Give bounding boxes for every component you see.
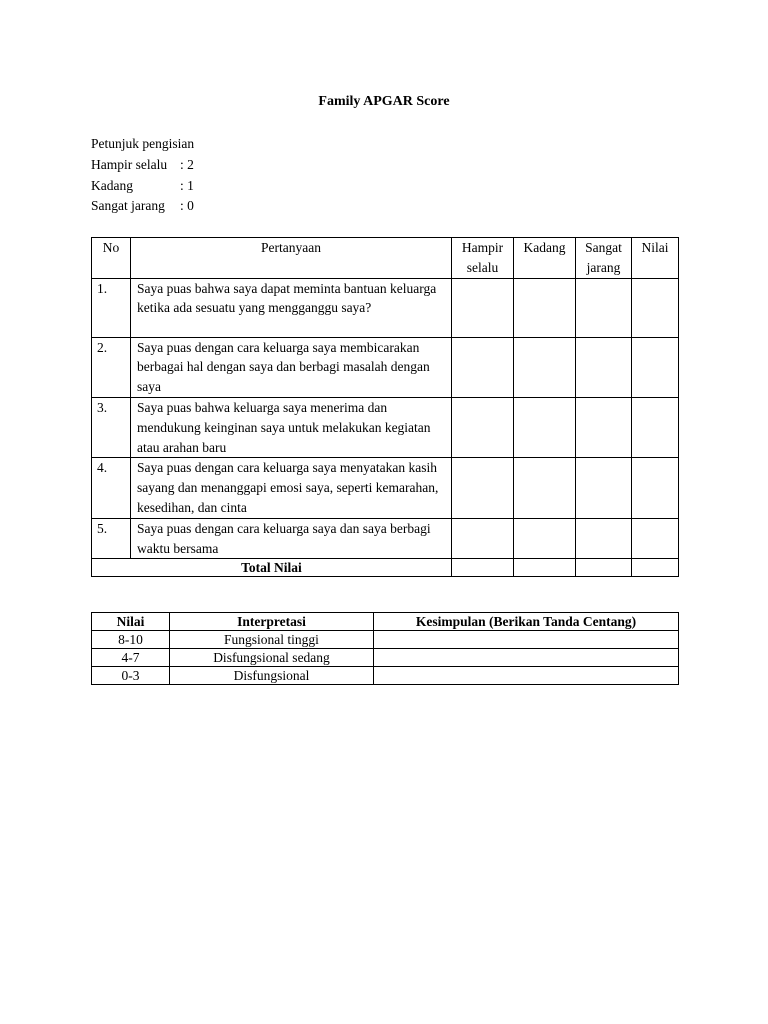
- score-range: 4-7: [92, 649, 170, 667]
- instruction-item: [91, 176, 194, 197]
- total-label: Total Nilai: [92, 559, 452, 577]
- column-header-no: No: [92, 238, 131, 279]
- instruction-item: [91, 155, 194, 176]
- total-cell-rarely[interactable]: [576, 559, 632, 577]
- answer-cell-sometimes[interactable]: [514, 458, 576, 518]
- answer-cell-almost-always[interactable]: [452, 337, 514, 397]
- answer-cell-sometimes[interactable]: [514, 278, 576, 337]
- total-row: [92, 559, 679, 577]
- answer-cell-rarely[interactable]: [576, 337, 632, 397]
- score-cell[interactable]: [632, 337, 679, 397]
- apgar-questionnaire-table: [91, 237, 679, 577]
- question-text: Saya puas bahwa saya dapat meminta bantuan keluarga ketika ada sesuatu yang mengganggu saya?: [131, 278, 452, 337]
- interpretation-table: [91, 612, 679, 685]
- score-cell[interactable]: [632, 518, 679, 559]
- instruction-label: Hampir selalu: [91, 156, 168, 172]
- answer-cell-almost-always[interactable]: [452, 397, 514, 457]
- instructions: [91, 134, 194, 217]
- table-row: [92, 518, 679, 559]
- answer-cell-sometimes[interactable]: [514, 337, 576, 397]
- column-header-conclusion: Kesimpulan (Berikan Tanda Centang): [374, 613, 679, 631]
- answer-cell-rarely[interactable]: [576, 458, 632, 518]
- page-title: Family APGAR Score: [318, 94, 450, 109]
- question-number: 5.: [92, 518, 131, 559]
- instruction-value: : 0: [180, 198, 194, 214]
- instruction-value: : 2: [180, 156, 194, 172]
- question-number: 1.: [92, 278, 131, 337]
- interpretation-text: Disfungsional: [170, 667, 374, 685]
- question-text: Saya puas dengan cara keluarga saya menyatakan kasih sayang dan menanggapi emosi saya, seperti kemarahan, kesedihan, dan cinta: [131, 458, 452, 518]
- score-cell[interactable]: [632, 458, 679, 518]
- answer-cell-rarely[interactable]: [576, 518, 632, 559]
- table-row: [92, 631, 679, 649]
- table-row: [92, 278, 679, 337]
- answer-cell-almost-always[interactable]: [452, 278, 514, 337]
- answer-cell-rarely[interactable]: [576, 397, 632, 457]
- score-range: 8-10: [92, 631, 170, 649]
- question-text: Saya puas bahwa keluarga saya menerima dan mendukung keinginan saya untuk melakukan kegiatan atau arahan baru: [131, 397, 452, 457]
- instruction-item: [91, 196, 194, 217]
- column-header-question: Pertanyaan: [131, 238, 452, 279]
- table-row: [92, 397, 679, 457]
- total-score-cell[interactable]: [632, 559, 679, 577]
- interpretation-text: Disfungsional sedang: [170, 649, 374, 667]
- column-header-interpretation: Interpretasi: [170, 613, 374, 631]
- question-number: 3.: [92, 397, 131, 457]
- table-header-row: [92, 238, 679, 279]
- column-header-almost-always: Hampir selalu: [452, 238, 514, 279]
- answer-cell-almost-always[interactable]: [452, 518, 514, 559]
- question-number: 4.: [92, 458, 131, 518]
- conclusion-checkbox-cell[interactable]: [374, 631, 679, 649]
- question-number: 2.: [92, 337, 131, 397]
- answer-cell-rarely[interactable]: [576, 278, 632, 337]
- conclusion-checkbox-cell[interactable]: [374, 667, 679, 685]
- instructions-heading: Petunjuk pengisian: [91, 136, 195, 151]
- table-row: [92, 337, 679, 397]
- table-header-row: [92, 613, 679, 631]
- column-header-rarely: Sangat jarang: [576, 238, 632, 279]
- table-row: [92, 458, 679, 518]
- score-cell[interactable]: [632, 278, 679, 337]
- table-row: [92, 667, 679, 685]
- conclusion-checkbox-cell[interactable]: [374, 649, 679, 667]
- question-text: Saya puas dengan cara keluarga saya membicarakan berbagai hal dengan saya dan berbagi masalah dengan saya: [131, 337, 452, 397]
- column-header-score: Nilai: [632, 238, 679, 279]
- column-header-sometimes: Kadang: [514, 238, 576, 279]
- answer-cell-sometimes[interactable]: [514, 397, 576, 457]
- column-header-score: Nilai: [92, 613, 170, 631]
- score-range: 0-3: [92, 667, 170, 685]
- interpretation-text: Fungsional tinggi: [170, 631, 374, 649]
- total-cell-almost-always[interactable]: [452, 559, 514, 577]
- table-row: [92, 649, 679, 667]
- score-cell[interactable]: [632, 397, 679, 457]
- instruction-value: : 1: [180, 177, 194, 193]
- answer-cell-almost-always[interactable]: [452, 458, 514, 518]
- total-cell-sometimes[interactable]: [514, 559, 576, 577]
- answer-cell-sometimes[interactable]: [514, 518, 576, 559]
- instruction-label: Sangat jarang: [91, 198, 165, 214]
- question-text: Saya puas dengan cara keluarga saya dan saya berbagi waktu bersama: [131, 518, 452, 559]
- instruction-label: Kadang: [91, 177, 133, 193]
